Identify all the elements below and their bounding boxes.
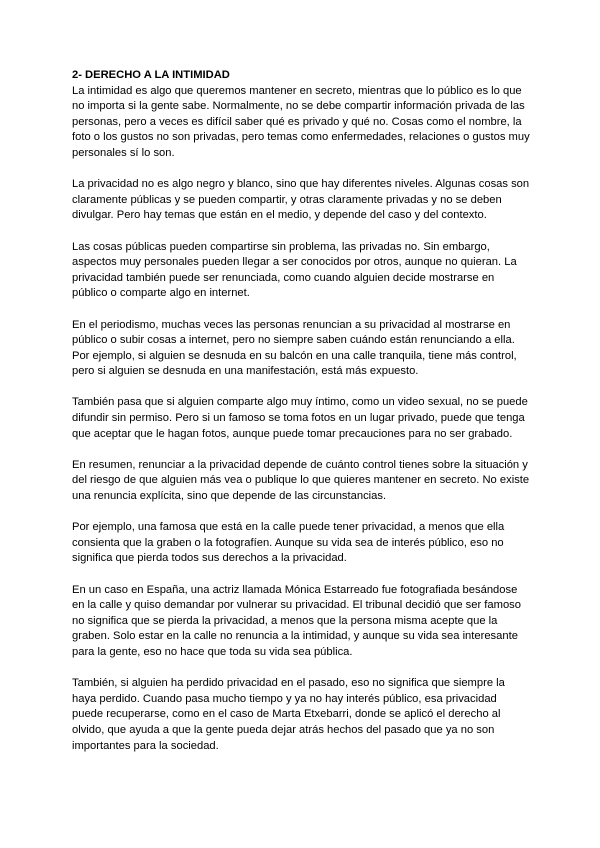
paragraph-5: También pasa que si alguien comparte algo muy íntimo, como un video sexual, no se puede difundir sin permiso. Pero si un famoso se toma fotos en un lugar privado, puede que tenga que aceptar que le hagan fotos, aunque puede tomar precauciones para no ser grabado. (72, 396, 528, 440)
section-title: 2- DERECHO A LA INTIMIDAD (72, 69, 230, 81)
paragraph-8: En un caso en España, una actriz llamada Mónica Estarreado fue fotografiada besándose en la calle y quiso demandar por vulnerar su privacidad. El tribunal decidió que ser famoso no significa que se pierda la privacidad, a menos que la persona misma acepte que la graben. Solo estar en la calle no renuncia a la intimidad, y aunque su vida sea interesante para la gente, eso no hace que toda su vida sea pública. (72, 583, 521, 658)
paragraph-6: En resumen, renunciar a la privacidad depende de cuánto control tienes sobre la situación y del riesgo de que alguien más vea o publique lo que quieres mantener en secreto. No existe una renuncia explícita, sino que depende de las circunstancias. (72, 458, 530, 503)
paragraph-7: Por ejemplo, una famosa que está en la calle puede tener privacidad, a menos que ella consienta que la graben o la fotografíen. Aunque su vida sea de interés público, eso no significa que pierda todos sus derechos a la privacidad. (72, 521, 505, 565)
paragraph-1: La intimidad es algo que queremos mantener en secreto, mientras que lo público es lo que no importa si la gente sabe. Normalmente, no se debe compartir información privada de las personas, pero a veces es difícil saber qué es privado y qué no. Cosas como el nombre, la foto o los gustos no son privadas, pero temas como enfermedades, relaciones o gustos muy personales sí lo son. (72, 84, 530, 159)
document-page (72, 68, 530, 770)
paragraph-4: En el periodismo, muchas veces las personas renuncian a su privacidad al mostrarse en público o subir cosas a internet, pero no siempre saben cuándo están renunciando a ella. Por ejemplo, si alguien se desnuda en su balcón en una calle tranquila, tiene más control, pero si alguien se desnuda en una manifestación, está más expuesto. (72, 318, 517, 378)
paragraph-3: Las cosas públicas pueden compartirse sin problema, las privadas no. Sin embargo, aspectos muy personales pueden llegar a ser conocidos por otros, aunque no quieran. La privacidad también puede ser renunciada, como cuando alguien decide mostrarse en público o comparte algo en internet. (72, 240, 517, 300)
paragraph-2: La privacidad no es algo negro y blanco, sino que hay diferentes niveles. Algunas cosas son claramente públicas y se pueden compartir, y otras claramente privadas y no se deben divulgar. Pero hay temas que están en el medio, y depende del caso y del contexto. (72, 178, 530, 222)
paragraph-9: También, si alguien ha perdido privacidad en el pasado, eso no significa que siempre la haya perdido. Cuando pasa mucho tiempo y ya no hay interés público, esa privacidad puede recuperarse, como en el caso de Marta Etxebarri, donde se aplicó el derecho al olvido, que ayuda a que la gente pueda dejar atrás hechos del pasado que ya no son importantes para la sociedad. (72, 677, 505, 752)
